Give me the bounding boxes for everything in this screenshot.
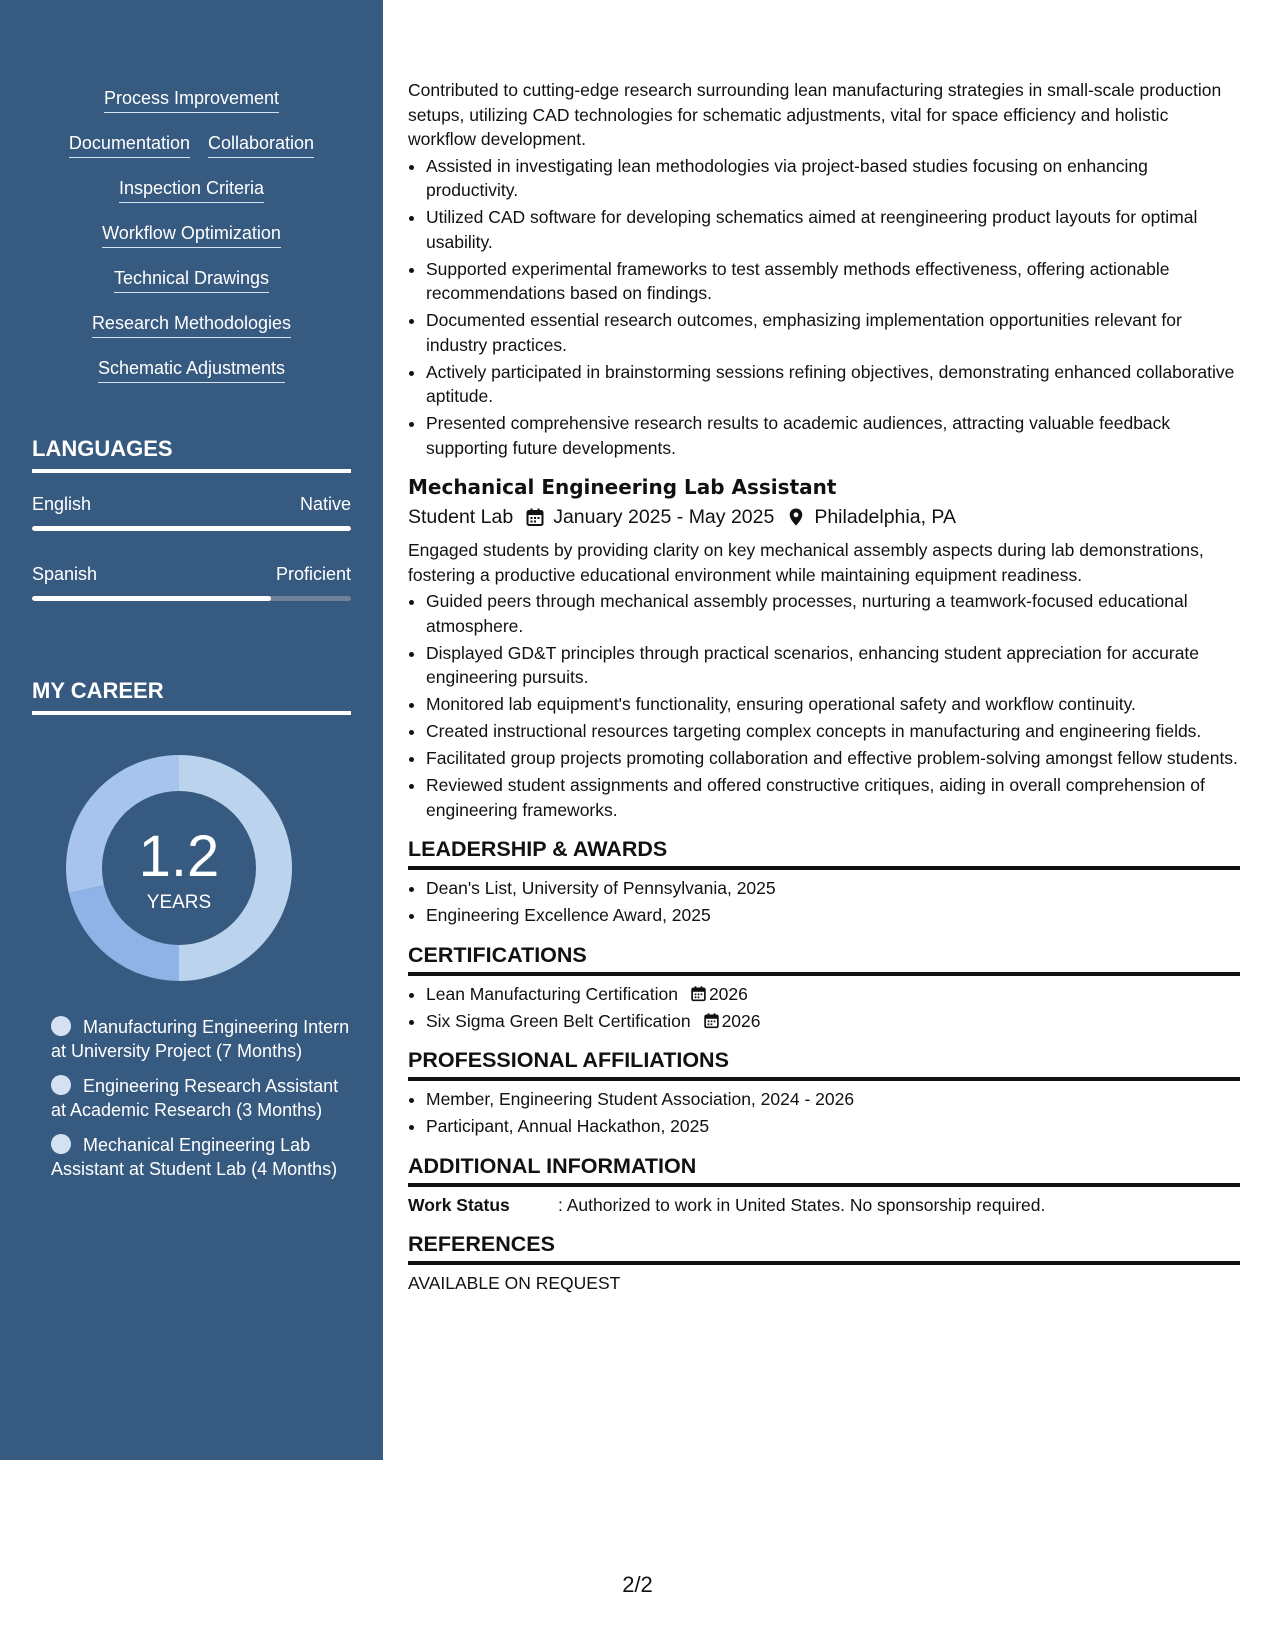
skill-row bbox=[0, 86, 383, 131]
language-english bbox=[32, 494, 351, 531]
location-pin-icon bbox=[786, 507, 806, 527]
calendar-icon bbox=[703, 1012, 720, 1029]
career-total: 1.2 bbox=[138, 824, 220, 889]
list-item: • Dean's List, University of Pennsylvania, 2025 bbox=[426, 876, 1240, 901]
skill-tag: Schematic Adjustments bbox=[98, 356, 285, 383]
skills-list bbox=[0, 86, 383, 401]
main-content bbox=[408, 78, 1240, 1296]
skill-tag: Documentation bbox=[69, 131, 190, 158]
bullet-item: • Documented essential research outcomes, emphasizing implementation opportunities relevant for industry practices. bbox=[426, 308, 1240, 357]
job-meta bbox=[408, 502, 1240, 532]
career-dot-icon bbox=[51, 1016, 71, 1036]
references-text: AVAILABLE ON REQUEST bbox=[408, 1273, 621, 1293]
bullet-item: • Facilitated group projects promoting collaboration and effective problem-solving amongst fellow students. bbox=[426, 746, 1240, 771]
bullet-item: • Created instructional resources targeting complex concepts in manufacturing and engineering fields. bbox=[426, 719, 1240, 744]
language-bar bbox=[32, 526, 351, 531]
job-title: Mechanical Engineering Lab Assistant bbox=[408, 475, 837, 499]
affiliations-heading: PROFESSIONAL AFFILIATIONS bbox=[408, 1047, 1240, 1081]
career-item bbox=[51, 1015, 351, 1063]
list-item: • Participant, Annual Hackathon, 2025 bbox=[426, 1114, 1240, 1139]
calendar-icon bbox=[525, 507, 545, 527]
career-item-text: Manufacturing Engineering Intern at University Project (7 Months) bbox=[51, 1017, 350, 1061]
skill-tag: Workflow Optimization bbox=[102, 221, 281, 248]
list-item: • Member, Engineering Student Association, 2024 - 2026 bbox=[426, 1087, 1240, 1112]
certification-item bbox=[426, 982, 1240, 1007]
affiliations-list bbox=[408, 1087, 1240, 1139]
bullet-item: • Assisted in investigating lean methodologies via project-based studies focusing on enhancing productivity. bbox=[426, 154, 1240, 203]
references-heading: REFERENCES bbox=[408, 1231, 1240, 1265]
language-spanish bbox=[32, 564, 351, 601]
career-item bbox=[51, 1133, 351, 1181]
additional-info-heading: ADDITIONAL INFORMATION bbox=[408, 1153, 1240, 1187]
experience-summary: Contributed to cutting-edge research surrounding lean manufacturing strategies in small-scale production setups, utilizing CAD technologies for schematic adjustments, vital for space efficiency and holistic workflow development. bbox=[408, 80, 1222, 149]
languages-heading: LANGUAGES bbox=[32, 436, 351, 473]
language-name: English bbox=[32, 494, 92, 514]
bullet-item: • Displayed GD&T principles through practical scenarios, enhancing student appreciation for accurate engineering pursuits. bbox=[426, 641, 1240, 690]
job-location: Philadelphia, PA bbox=[814, 506, 956, 528]
bullet-item: • Reviewed student assignments and offered constructive critiques, aiding in overall comprehension of engineering frameworks. bbox=[426, 773, 1240, 822]
language-name: Spanish bbox=[32, 564, 98, 584]
career-dot-icon bbox=[51, 1134, 71, 1154]
skill-tag: Collaboration bbox=[208, 131, 314, 158]
job-bullets bbox=[408, 589, 1240, 822]
language-bar-fill bbox=[32, 596, 271, 601]
career-list bbox=[51, 1015, 351, 1192]
career-item bbox=[51, 1074, 351, 1122]
language-bar-fill bbox=[32, 526, 351, 531]
certifications-heading: CERTIFICATIONS bbox=[408, 942, 1240, 976]
skill-tag: Inspection Criteria bbox=[119, 176, 264, 203]
career-dot-icon bbox=[51, 1075, 71, 1095]
leadership-heading: LEADERSHIP & AWARDS bbox=[408, 836, 1240, 870]
certification-year: 2026 bbox=[721, 1010, 761, 1031]
experience-bullets bbox=[408, 154, 1240, 461]
certification-year: 2026 bbox=[708, 983, 748, 1004]
calendar-icon bbox=[690, 985, 707, 1002]
bullet-item: • Guided peers through mechanical assembly processes, nurturing a teamwork-focused educational atmosphere. bbox=[426, 589, 1240, 638]
career-heading: MY CAREER bbox=[32, 678, 351, 715]
skill-row bbox=[0, 356, 383, 401]
job-summary: Engaged students by providing clarity on key mechanical assembly aspects during lab demonstrations, fostering a productive educational environment while maintaining equipment readiness. bbox=[408, 540, 1204, 585]
leadership-list bbox=[408, 876, 1240, 928]
certification-item bbox=[426, 1009, 1240, 1034]
work-status-label: Work Status bbox=[408, 1194, 510, 1215]
skill-row bbox=[0, 176, 383, 221]
job-company: Student Lab bbox=[408, 506, 514, 528]
certification-name: Lean Manufacturing Certification bbox=[426, 983, 678, 1004]
bullet-item: • Supported experimental frameworks to test assembly methods effectiveness, offering actionable recommendations based on findings. bbox=[426, 257, 1240, 306]
certifications-list bbox=[408, 982, 1240, 1034]
language-level: Native bbox=[299, 494, 351, 514]
career-item-text: Mechanical Engineering Lab Assistant at Student Lab (4 Months) bbox=[51, 1135, 338, 1179]
work-status bbox=[408, 1193, 1240, 1218]
career-donut-chart bbox=[66, 755, 292, 981]
sidebar bbox=[0, 0, 383, 1460]
work-status-value: : Authorized to work in United States. No sponsorship required. bbox=[558, 1194, 1046, 1215]
skill-row bbox=[0, 311, 383, 356]
language-bar bbox=[32, 596, 351, 601]
skill-tag: Technical Drawings bbox=[114, 266, 269, 293]
list-item: • Engineering Excellence Award, 2025 bbox=[426, 903, 1240, 928]
page-number: 2/2 bbox=[622, 1572, 653, 1597]
skill-row bbox=[0, 266, 383, 311]
skill-tag: Process Improvement bbox=[104, 86, 279, 113]
skill-row bbox=[0, 131, 383, 176]
bullet-item: • Actively participated in brainstorming sessions refining objectives, demonstrating enhanced collaborative aptitude. bbox=[426, 360, 1240, 409]
bullet-item: • Monitored lab equipment's functionality, ensuring operational safety and workflow continuity. bbox=[426, 692, 1240, 717]
skill-tag: Research Methodologies bbox=[92, 311, 291, 338]
career-item-text: Engineering Research Assistant at Academic Research (3 Months) bbox=[51, 1076, 339, 1120]
language-level: Proficient bbox=[275, 564, 351, 584]
bullet-item: • Utilized CAD software for developing schematics aimed at reengineering product layouts for optimal usability. bbox=[426, 205, 1240, 254]
job-dates: January 2025 - May 2025 bbox=[553, 506, 775, 528]
skill-row bbox=[0, 221, 383, 266]
bullet-item: • Presented comprehensive research results to academic audiences, attracting valuable feedback supporting future developments. bbox=[426, 411, 1240, 460]
certification-name: Six Sigma Green Belt Certification bbox=[426, 1010, 691, 1031]
career-unit: YEARS bbox=[146, 892, 212, 913]
